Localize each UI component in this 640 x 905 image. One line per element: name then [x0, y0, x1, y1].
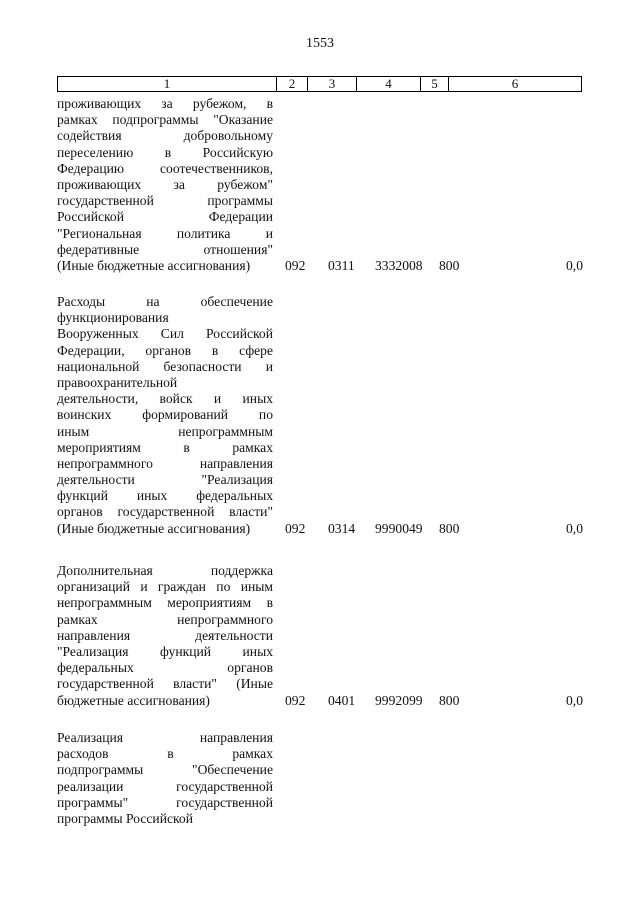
column-header-5: 5 [421, 77, 449, 91]
description-line: программы" государственной [57, 794, 273, 810]
description-line: подпрограммы "Обеспечение [57, 762, 273, 778]
target-article-code: 3332008 [375, 258, 423, 273]
description-line: рамках непрограммного [57, 611, 273, 627]
amount: 0,0 [566, 258, 583, 273]
description-line: непрограммного направления [57, 455, 273, 471]
column-header-2: 2 [277, 77, 308, 91]
description-line: организаций и граждан по иным [57, 579, 273, 595]
description-line: (Иные бюджетные ассигнования) [57, 520, 251, 536]
table-row [57, 563, 587, 709]
row-codes [57, 811, 587, 827]
description-line: непрограммным мероприятиям в [57, 595, 273, 611]
description-line: федеральных органов [57, 660, 273, 676]
table-header [57, 76, 582, 92]
column-header-4: 4 [357, 77, 421, 91]
description-line: деятельности, войск и иных [57, 391, 273, 407]
section-code: 0401 [328, 692, 356, 708]
description-line: функций иных федеральных [57, 488, 273, 504]
table-row [57, 96, 587, 274]
description-line: расходов в рамках [57, 746, 273, 762]
description-line: "Реализация функций иных [57, 643, 273, 659]
ministry-code: 092 [285, 692, 306, 708]
description-line: (Иные бюджетные ассигнования) [57, 257, 251, 273]
expense-type-code: 800 [439, 520, 460, 536]
table-row [57, 730, 587, 827]
description-line: Российской Федерации [57, 209, 273, 225]
description-line: иным непрограммным [57, 423, 273, 439]
description-line: государственной программы [57, 193, 273, 209]
description-line: содействия добровольному [57, 128, 273, 144]
table-row [57, 294, 587, 537]
description-line: деятельности "Реализация [57, 472, 273, 488]
amount: 0,0 [566, 520, 583, 536]
row-description [57, 563, 273, 709]
description-line: проживающих за рубежом, в [57, 96, 273, 111]
column-header-6: 6 [511, 76, 519, 91]
description-line: переселению в Российскую [57, 144, 273, 160]
row-description [57, 96, 273, 274]
section-code: 0314 [328, 520, 356, 536]
description-line: национальной безопасности и [57, 358, 273, 374]
description-line: Реализация направления [57, 730, 273, 745]
amount: 0,0 [566, 692, 583, 708]
description-line: федеративные отношения" [57, 241, 273, 257]
row-codes [57, 521, 587, 537]
description-line: Дополнительная поддержка [57, 563, 273, 578]
description-line: органов государственной власти" [57, 504, 273, 520]
row-codes [57, 693, 587, 709]
description-line: направления деятельности [57, 627, 273, 643]
target-article-code: 9990049 [375, 520, 423, 536]
description-line: программы Российской [57, 810, 194, 826]
description-line: государственной власти" (Иные [57, 676, 273, 692]
row-description [57, 294, 273, 537]
description-line: Расходы на обеспечение [57, 294, 273, 309]
expense-type-code: 800 [439, 258, 460, 273]
description-line: Федерации, органов в сфере [57, 342, 273, 358]
ministry-code: 092 [285, 258, 306, 273]
description-line: проживающих за рубежом" [57, 176, 273, 192]
description-line: "Региональная политика и [57, 225, 273, 241]
description-line: бюджетные ассигнования) [57, 692, 210, 708]
description-line: Федерацию соотечественников, [57, 160, 273, 176]
description-line: функционирования [57, 310, 169, 326]
description-line: Вооруженных Сил Российской [57, 326, 273, 342]
page-number: 1553 [306, 36, 334, 51]
description-line: мероприятиям в рамках [57, 439, 273, 455]
column-header-1: 1 [58, 77, 277, 91]
description-line: воинских формирований по [57, 407, 273, 423]
section-code: 0311 [328, 258, 355, 273]
description-line: рамках подпрограммы "Оказание [57, 112, 273, 128]
row-codes [57, 258, 587, 274]
description-line: реализации государственной [57, 778, 273, 794]
target-article-code: 9992099 [375, 692, 423, 708]
ministry-code: 092 [285, 520, 306, 536]
expense-type-code: 800 [439, 692, 460, 708]
column-header-3: 3 [308, 77, 357, 91]
description-line: правоохранительной [57, 374, 178, 390]
